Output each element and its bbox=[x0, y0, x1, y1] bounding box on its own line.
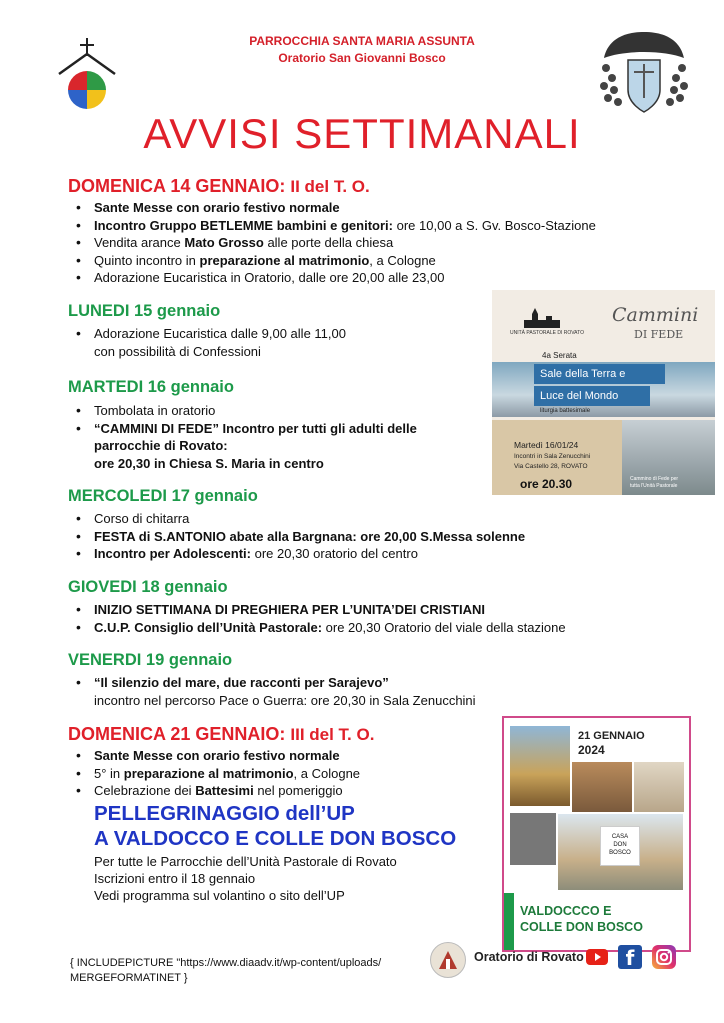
list-item: • “CAMMINI DI FEDE” Incontro per tutti gli adulti delle bbox=[68, 420, 488, 438]
pilgrimage-program: Vedi programma sul volantino o sito dell’UP bbox=[94, 888, 345, 903]
list-item: • Adorazione Eucaristica in Oratorio, dalle ore 20,00 alle 23,00 bbox=[68, 269, 668, 287]
pilgrimage-title-2: A VALDOCCO E COLLE DON BOSCO bbox=[94, 827, 457, 850]
list-lunedi-15 bbox=[68, 325, 488, 360]
list-item: • Sante Messe con orario festivo normale bbox=[68, 199, 668, 217]
poster-year: 2024 bbox=[578, 743, 605, 757]
list-item-continued: ore 20,30 in Chiesa S. Maria in centro bbox=[94, 455, 324, 471]
poster-date: 21 GENNAIO bbox=[578, 730, 645, 742]
youtube-icon[interactable] bbox=[586, 949, 608, 965]
list-item-continued: con possibilità di Confessioni bbox=[94, 343, 261, 359]
list-item: • Incontro Gruppo BETLEMME bambini e genitori: ore 10,00 a S. Gv. Bosco-Stazione bbox=[68, 217, 668, 235]
list-item: • 5° in preparazione al matrimonio, a Cologne bbox=[68, 765, 488, 783]
church-interior-image bbox=[572, 762, 632, 812]
day-heading: VENERDI 19 gennaio bbox=[68, 651, 233, 669]
day-heading: GIOVEDI 18 gennaio bbox=[68, 578, 228, 596]
list-item: • FESTA di S.ANTONIO abate alla Bargnana: ore 20,00 S.Messa solenne bbox=[68, 528, 688, 546]
poster-date: Martedì 16/01/24 bbox=[514, 440, 579, 450]
poster-caption-1: Cammino di Fede per bbox=[630, 476, 679, 482]
poster-title-1: Sale della Terra e bbox=[534, 364, 665, 384]
include-field-end: MERGEFORMATINET } bbox=[70, 972, 188, 984]
poster-time: ore 20.30 bbox=[520, 477, 573, 491]
pilgrimage-info: Per tutte le Parrocchie dell’Unità Pastorale di Rovato bbox=[94, 854, 397, 869]
oratorio-logo bbox=[55, 38, 119, 110]
section-domenica-14 bbox=[68, 176, 508, 197]
coat-of-arms-icon bbox=[594, 28, 694, 120]
section-domenica-21 bbox=[68, 724, 374, 745]
day-heading: LUNEDI 15 gennaio bbox=[68, 302, 221, 320]
casa-sign-line: CASA bbox=[611, 834, 629, 840]
casa-sign-line: DON bbox=[613, 842, 627, 848]
valdocco-poster bbox=[502, 716, 691, 952]
parish-name: PARROCCHIA SANTA MARIA ASSUNTA bbox=[249, 34, 475, 48]
pilgrimage-deadline: Iscrizioni entro il 18 gennaio bbox=[94, 871, 256, 886]
bw-church-image bbox=[510, 813, 556, 865]
oratory-name: Oratorio San Giovanni Bosco bbox=[278, 51, 446, 65]
facebook-icon[interactable]: f bbox=[618, 945, 642, 969]
list-item: • Sante Messe con orario festivo normale bbox=[68, 747, 488, 765]
casa-sign bbox=[600, 826, 640, 866]
day-heading: DOMENICA 14 GENNAIO: bbox=[68, 176, 286, 196]
poster-bottom-2: COLLE DON BOSCO bbox=[520, 920, 643, 934]
list-domenica-21 bbox=[68, 747, 488, 800]
list-mercoledi-17 bbox=[68, 510, 688, 563]
list-martedi-16 bbox=[68, 402, 488, 472]
list-item: • Incontro per Adolescenti: ore 20,30 oratorio del centro bbox=[68, 545, 688, 563]
list-item: • Tombolata in oratorio bbox=[68, 402, 488, 420]
poster-brand: Cammini bbox=[612, 304, 699, 326]
poster-liturgia: liturgia battesimale bbox=[540, 408, 591, 414]
list-item: • “Il silenzio del mare, due racconti per Sarajevo” bbox=[68, 674, 668, 692]
day-heading: MERCOLEDI 17 gennaio bbox=[68, 487, 258, 505]
church-facade-image bbox=[634, 762, 684, 812]
list-venerdi-19 bbox=[68, 674, 668, 709]
page-title: AVVISI SETTIMANALI bbox=[143, 110, 581, 157]
list-item-continued: incontro nel percorso Pace o Guerra: ore 20,30 in Sala Zenucchini bbox=[94, 692, 476, 708]
poster-brand-sub: DI FEDE bbox=[634, 328, 684, 341]
poster-caption-2: tutta l'Unità Pastorale bbox=[630, 483, 678, 489]
list-giovedi-18 bbox=[68, 601, 688, 636]
list-item: • INIZIO SETTIMANA DI PREGHIERA PER L’UNITA’DEI CRISTIANI bbox=[68, 601, 688, 619]
day-subheading: III del T. O. bbox=[290, 725, 375, 744]
org-label: UNITÀ PASTORALE DI ROVATO bbox=[510, 330, 584, 336]
pilgrimage-title-1: PELLEGRINAGGIO dell’UP bbox=[94, 802, 355, 825]
poster-address: Via Castello 28, ROVATO bbox=[514, 463, 588, 470]
day-heading: DOMENICA 21 GENNAIO: bbox=[68, 724, 286, 744]
list-item-continued: parrocchie di Rovato: bbox=[94, 438, 228, 453]
green-stripe bbox=[504, 893, 514, 950]
oratorio-rovato-logo bbox=[430, 942, 466, 978]
list-item: • Corso di chitarra bbox=[68, 510, 688, 528]
cammini-di-fede-poster bbox=[492, 290, 715, 495]
list-item: • C.U.P. Consiglio dell’Unità Pastorale: ore 20,30 Oratorio del viale della stazione bbox=[68, 619, 688, 637]
casa-sign-line: BOSCO bbox=[609, 850, 631, 856]
list-domenica-14 bbox=[68, 199, 668, 287]
poster-place: Incontri in Sala Zenucchini bbox=[514, 453, 591, 460]
day-subheading: II del T. O. bbox=[290, 177, 370, 196]
oratorio-rovato-label: Oratorio di Rovato bbox=[474, 950, 584, 964]
list-item: • Vendita arance Mato Grosso alle porte della chiesa bbox=[68, 234, 668, 252]
list-item: • Celebrazione dei Battesimi nel pomeriggio bbox=[68, 782, 488, 800]
include-field: { INCLUDEPICTURE "https://www.diaadv.it/wp-content/uploads/ bbox=[70, 957, 382, 969]
list-item: • Adorazione Eucaristica dalle 9,00 alle 11,00 bbox=[68, 325, 488, 343]
poster-title-2: Luce del Mondo bbox=[534, 386, 650, 406]
instagram-icon[interactable] bbox=[652, 945, 676, 969]
day-heading: MARTEDI 16 gennaio bbox=[68, 378, 234, 396]
list-item: • Quinto incontro in preparazione al matrimonio, a Cologne bbox=[68, 252, 668, 270]
poster-serata: 4a Serata bbox=[542, 351, 577, 360]
basilica-image bbox=[510, 726, 570, 806]
poster-bottom-1: VALDOCCCO E bbox=[520, 904, 612, 918]
